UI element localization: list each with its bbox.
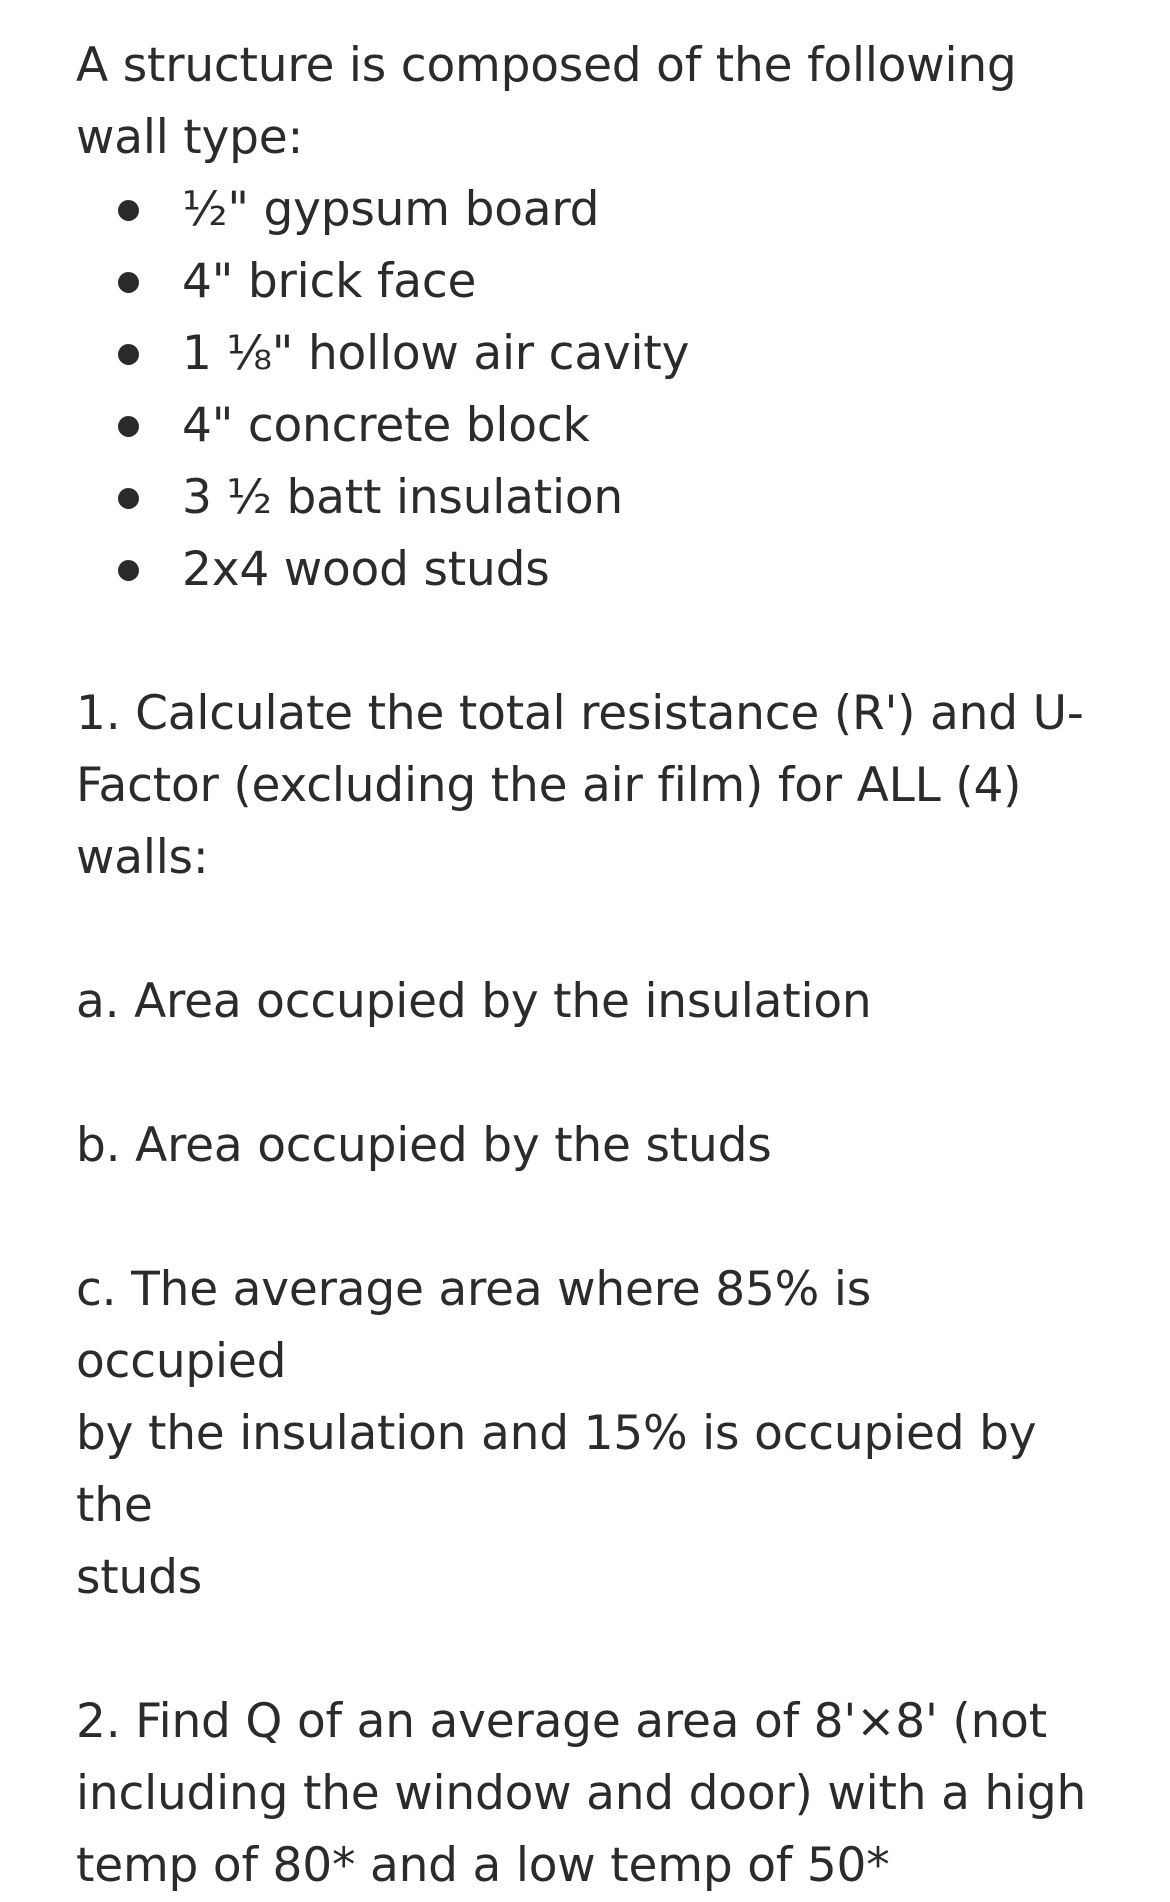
intro-line-1: A structure is composed of the following (76, 38, 1017, 93)
part-c-line-2: by the insulation and 15% is occupied by the (76, 1406, 1037, 1533)
part-a: a. Area occupied by the insulation (76, 974, 872, 1029)
bullet-icon (118, 344, 139, 365)
question-1-line-1: 1. Calculate the total resistance (R') and U- (76, 686, 1084, 741)
part-b: b. Area occupied by the studs (76, 1118, 772, 1173)
part-c-line-3: studs (76, 1550, 203, 1605)
list-item (76, 174, 1096, 246)
question-2 (76, 1686, 1096, 1902)
list-item (76, 462, 1096, 534)
material-label: 1 ⅛" hollow air cavity (182, 326, 690, 381)
bullet-icon (118, 272, 139, 293)
intro-text (76, 30, 1096, 174)
part-c (76, 1254, 1096, 1614)
material-label: ½" gypsum board (182, 182, 600, 237)
spacer (76, 1614, 1096, 1686)
part-c-line-1: c. The average area where 85% is occupied (76, 1262, 872, 1389)
spacer (76, 894, 1096, 966)
material-label: 4" brick face (182, 254, 477, 309)
question-2-line-3: temp of 80* and a low temp of 50* (76, 1838, 890, 1893)
question-2-line-2: including the window and door) with a high (76, 1766, 1087, 1821)
question-1 (76, 678, 1096, 894)
spacer (76, 606, 1096, 678)
bullet-icon (118, 416, 139, 437)
intro-line-2: wall type: (76, 110, 304, 165)
question-1-line-2: Factor (excluding the air film) for ALL (4) (76, 758, 1022, 813)
list-item (76, 318, 1096, 390)
materials-list (76, 174, 1096, 606)
material-label: 4" concrete block (182, 398, 590, 453)
bullet-icon (118, 200, 139, 221)
spacer (76, 1182, 1096, 1254)
bullet-icon (118, 488, 139, 509)
material-label: 3 ½ batt insulation (182, 470, 623, 525)
document-body (76, 30, 1096, 1902)
list-item (76, 390, 1096, 462)
material-label: 2x4 wood studs (182, 542, 550, 597)
question-1-line-3: walls: (76, 830, 209, 885)
spacer (76, 1038, 1096, 1110)
bullet-icon (118, 560, 139, 581)
question-2-line-1: 2. Find Q of an average area of 8'×8' (not (76, 1694, 1047, 1749)
list-item (76, 246, 1096, 318)
list-item (76, 534, 1096, 606)
